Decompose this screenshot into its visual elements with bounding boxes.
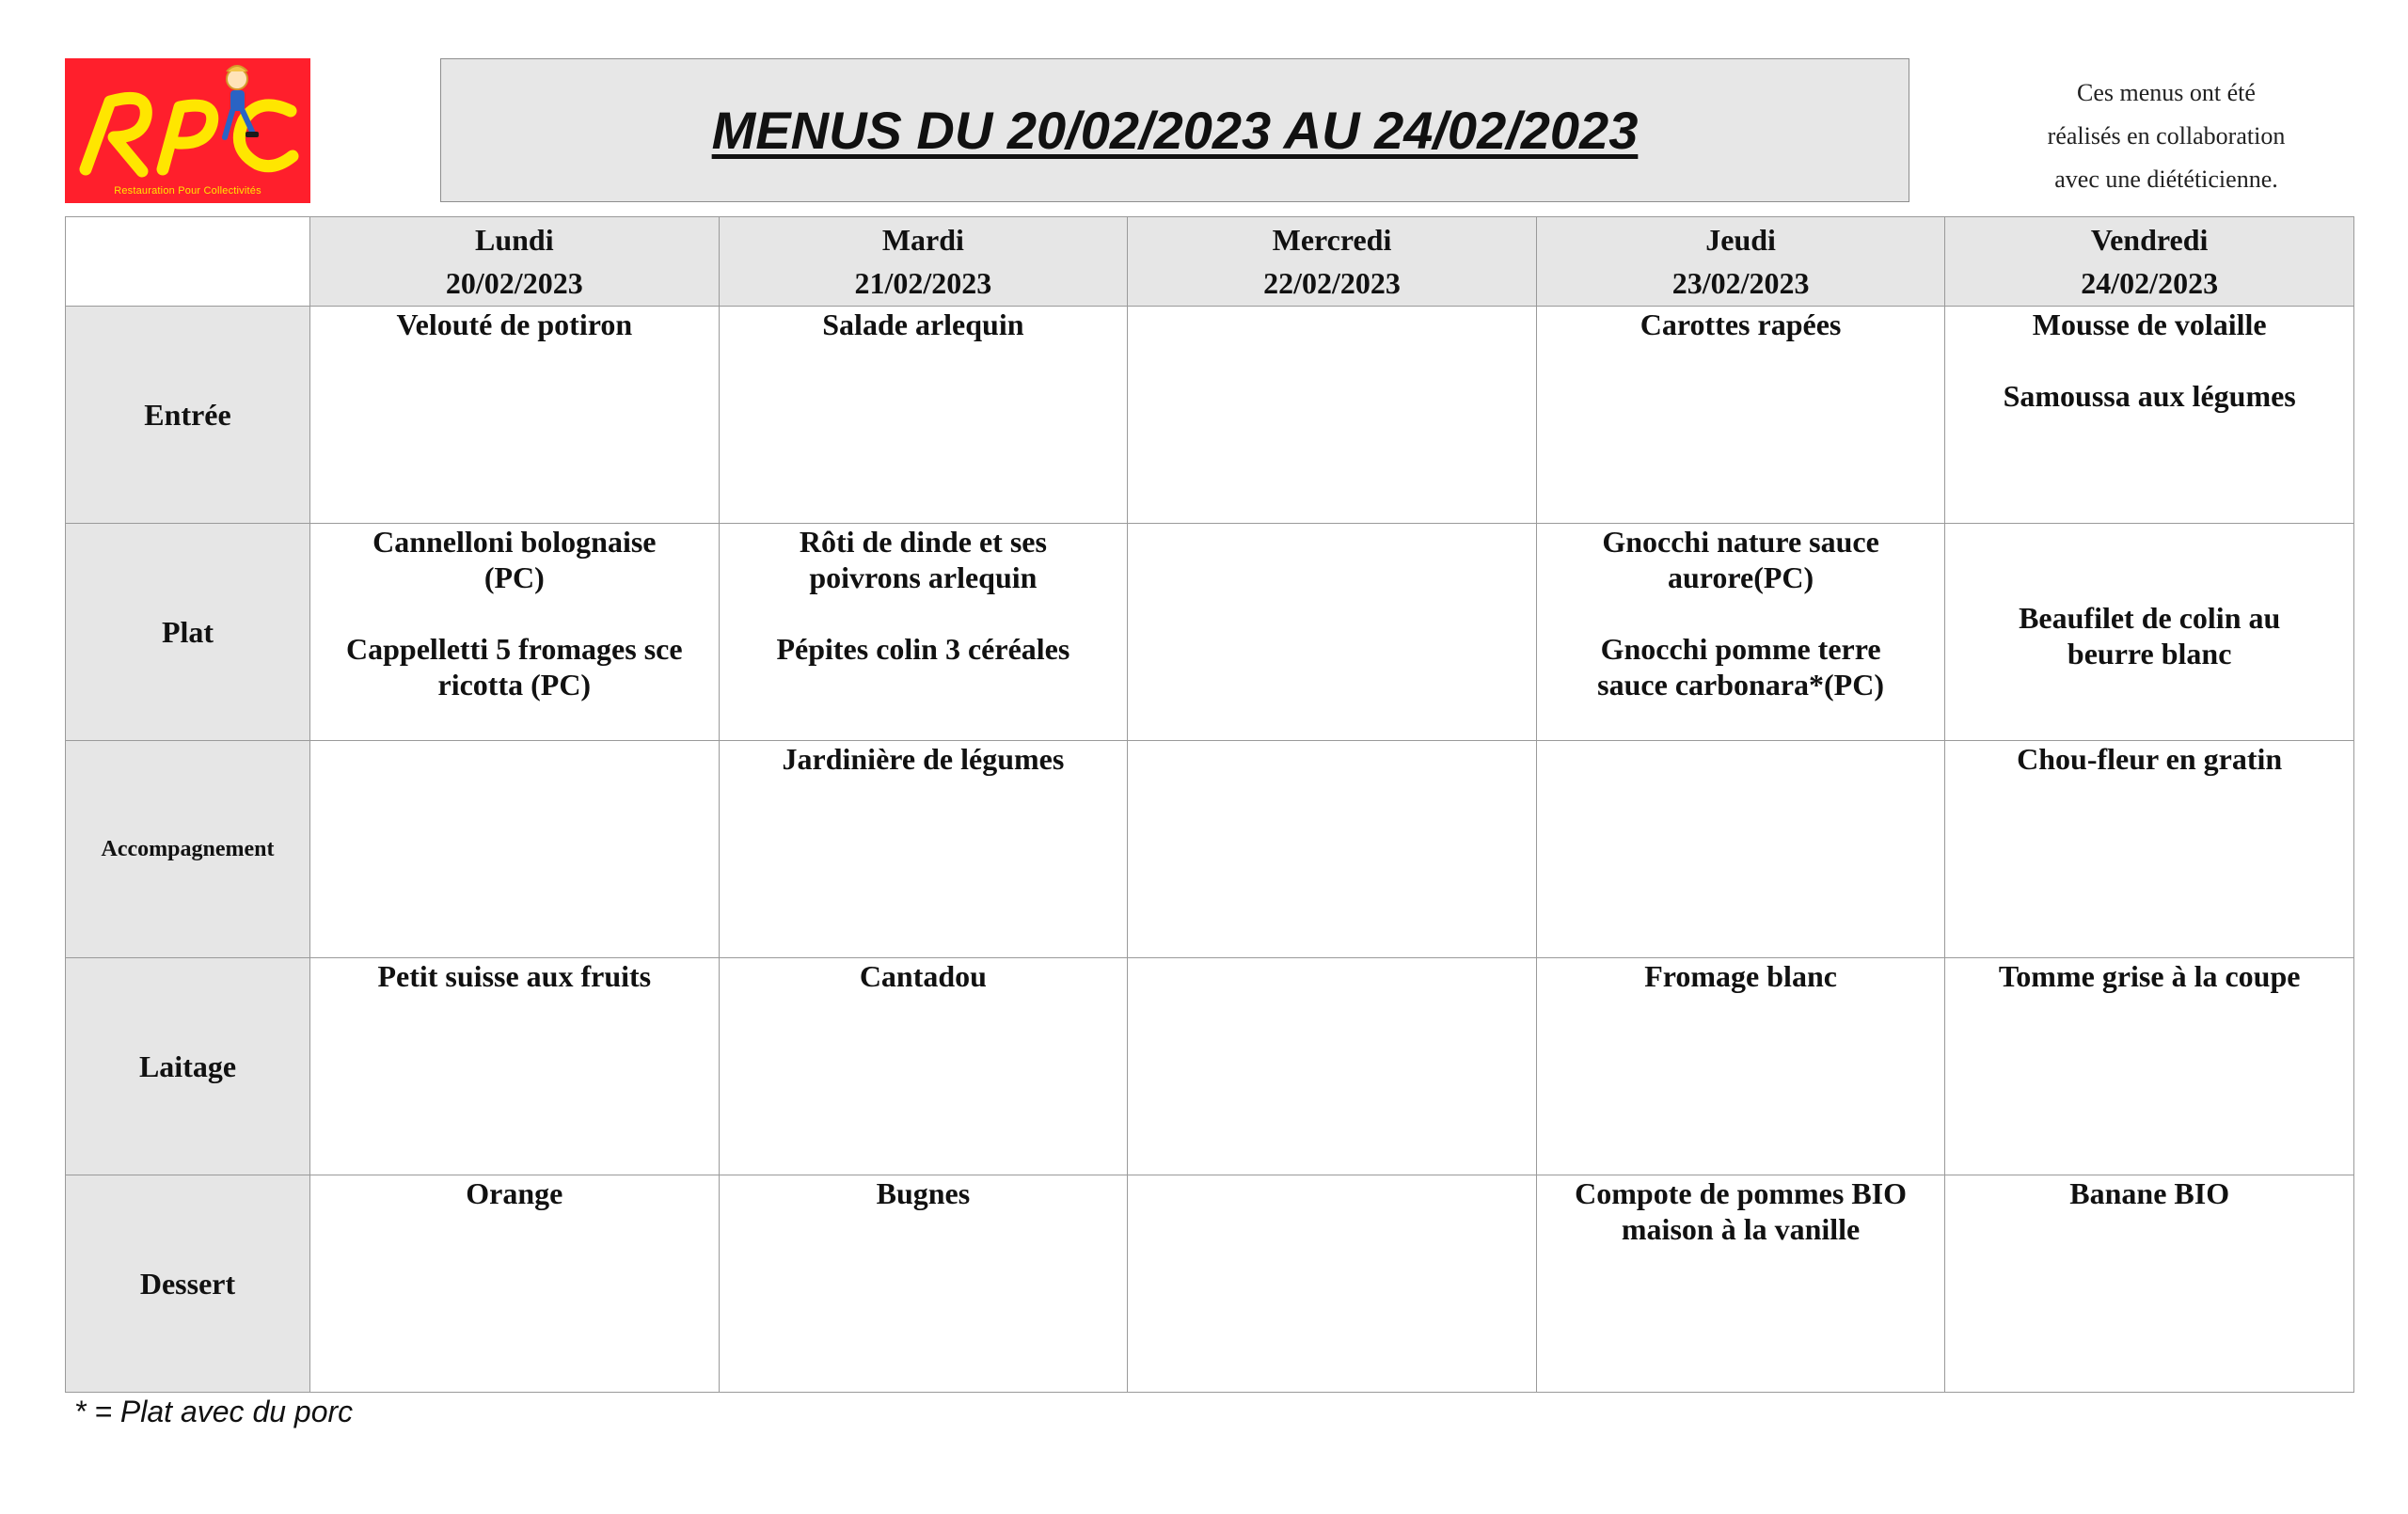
logo-graphic bbox=[65, 58, 310, 203]
note-line: avec une diététicienne. bbox=[2054, 166, 2278, 193]
category-label: Plat bbox=[66, 524, 310, 741]
menu-cell bbox=[719, 1175, 1128, 1393]
menu-item-line: beurre blanc bbox=[2067, 637, 2232, 670]
menu-cell bbox=[1536, 307, 1945, 524]
menu-item-line: poivrons arlequin bbox=[809, 560, 1038, 594]
menu-cell bbox=[1945, 524, 2354, 741]
menu-cell bbox=[310, 524, 720, 741]
day-name: Jeudi bbox=[1705, 223, 1776, 257]
menu-cell bbox=[719, 524, 1128, 741]
menu-table bbox=[65, 216, 2354, 1393]
row-laitage bbox=[66, 958, 2354, 1175]
day-header-vendredi bbox=[1945, 217, 2354, 307]
menu-item-line: Cantadou bbox=[859, 959, 987, 993]
note-line: Ces menus ont été bbox=[2077, 79, 2256, 106]
menu-cell bbox=[1128, 958, 1537, 1175]
menu-item-line: Gnocchi pomme terre bbox=[1600, 632, 1881, 666]
menu-cell bbox=[719, 741, 1128, 958]
menu-item-line: Petit suisse aux fruits bbox=[377, 959, 652, 993]
menu-cell bbox=[310, 1175, 720, 1393]
note-line: réalisés en collaboration bbox=[2047, 122, 2286, 150]
menu-item-line: Banane BIO bbox=[2069, 1176, 2230, 1210]
line-gap bbox=[310, 595, 719, 631]
menu-cell bbox=[1128, 524, 1537, 741]
menu-item-line: (PC) bbox=[483, 560, 545, 594]
dietitian-note bbox=[1945, 71, 2387, 201]
menu-cell bbox=[1128, 1175, 1537, 1393]
menu-cell bbox=[1945, 958, 2354, 1175]
menu-item-line: aurore(PC) bbox=[1667, 560, 1814, 594]
menu-item-line: Tomme grise à la coupe bbox=[1998, 959, 2301, 993]
menu-item-line: Salade arlequin bbox=[822, 308, 1024, 341]
menu-item-line: sauce carbonara*(PC) bbox=[1597, 668, 1884, 702]
menu-item-line: Bugnes bbox=[876, 1176, 971, 1210]
menu-cell bbox=[719, 307, 1128, 524]
header-row bbox=[66, 217, 2354, 307]
day-name: Vendredi bbox=[2090, 223, 2209, 257]
day-date: 22/02/2023 bbox=[1263, 266, 1401, 300]
category-label: Laitage bbox=[66, 958, 310, 1175]
corner-cell bbox=[66, 217, 310, 307]
menu-cell bbox=[1945, 741, 2354, 958]
menu-item-line: Cannelloni bolognaise bbox=[372, 525, 657, 559]
footnote: * = Plat avec du porc bbox=[74, 1395, 354, 1428]
menu-cell bbox=[719, 958, 1128, 1175]
menu-cell bbox=[1536, 741, 1945, 958]
menu-item-line: Beaufilet de colin au bbox=[2019, 601, 2281, 635]
day-header-mercredi bbox=[1128, 217, 1537, 307]
row-accompagnement bbox=[66, 741, 2354, 958]
day-name: Mercredi bbox=[1272, 223, 1392, 257]
day-name: Mardi bbox=[881, 223, 964, 257]
menu-item-line: Jardinière de légumes bbox=[782, 742, 1065, 776]
menu-cell bbox=[310, 741, 720, 958]
menu-item-line: Samoussa aux légumes bbox=[2003, 379, 2296, 413]
day-date: 24/02/2023 bbox=[2081, 266, 2219, 300]
day-header-mardi bbox=[719, 217, 1128, 307]
menu-cell bbox=[1128, 741, 1537, 958]
row-dessert bbox=[66, 1175, 2354, 1393]
menu-cell bbox=[1536, 1175, 1945, 1393]
menu-item-line: Carottes rapées bbox=[1640, 308, 1842, 341]
menu-item-line: Orange bbox=[466, 1176, 563, 1210]
title-box bbox=[440, 58, 1909, 202]
menu-item-line: Chou-fleur en gratin bbox=[2017, 742, 2283, 776]
menu-cell bbox=[1945, 1175, 2354, 1393]
line-gap bbox=[1945, 342, 2353, 378]
category-label: Entrée bbox=[66, 307, 310, 524]
line-gap bbox=[720, 595, 1128, 631]
menu-cell bbox=[310, 307, 720, 524]
day-date: 20/02/2023 bbox=[445, 266, 583, 300]
menu-item-line: ricotta (PC) bbox=[437, 668, 592, 702]
menu-cell bbox=[1945, 307, 2354, 524]
menu-cell bbox=[1536, 958, 1945, 1175]
menu-cell bbox=[1128, 307, 1537, 524]
logo-tagline: Restauration Pour Collectivités bbox=[114, 185, 261, 197]
page-title: MENUS DU 20/02/2023 AU 24/02/2023 bbox=[711, 101, 1639, 160]
line-gap bbox=[1537, 595, 1945, 631]
menu-cell bbox=[1536, 524, 1945, 741]
row-plat bbox=[66, 524, 2354, 741]
menu-item-line: maison à la vanille bbox=[1621, 1212, 1861, 1246]
logo bbox=[65, 58, 310, 203]
category-label: Dessert bbox=[66, 1175, 310, 1393]
menu-item-line: Mousse de volaille bbox=[2032, 308, 2267, 341]
menu-item-line: Gnocchi nature sauce bbox=[1602, 525, 1879, 559]
day-header-lundi bbox=[310, 217, 720, 307]
menu-item-line: Fromage blanc bbox=[1644, 959, 1837, 993]
menu-item-line: Cappelletti 5 fromages sce bbox=[346, 632, 683, 666]
menu-item-line: Pépites colin 3 céréales bbox=[776, 632, 1070, 666]
category-label: Accompagnement bbox=[66, 741, 310, 958]
day-name: Lundi bbox=[474, 223, 554, 257]
row-entree bbox=[66, 307, 2354, 524]
day-header-jeudi bbox=[1536, 217, 1945, 307]
day-date: 21/02/2023 bbox=[854, 266, 992, 300]
day-date: 23/02/2023 bbox=[1671, 266, 1810, 300]
menu-cell bbox=[310, 958, 720, 1175]
menu-item-line: Velouté de potiron bbox=[396, 308, 633, 341]
menu-item-line: Compote de pommes BIO bbox=[1575, 1176, 1908, 1210]
menu-item-line: Rôti de dinde et ses bbox=[799, 525, 1047, 559]
